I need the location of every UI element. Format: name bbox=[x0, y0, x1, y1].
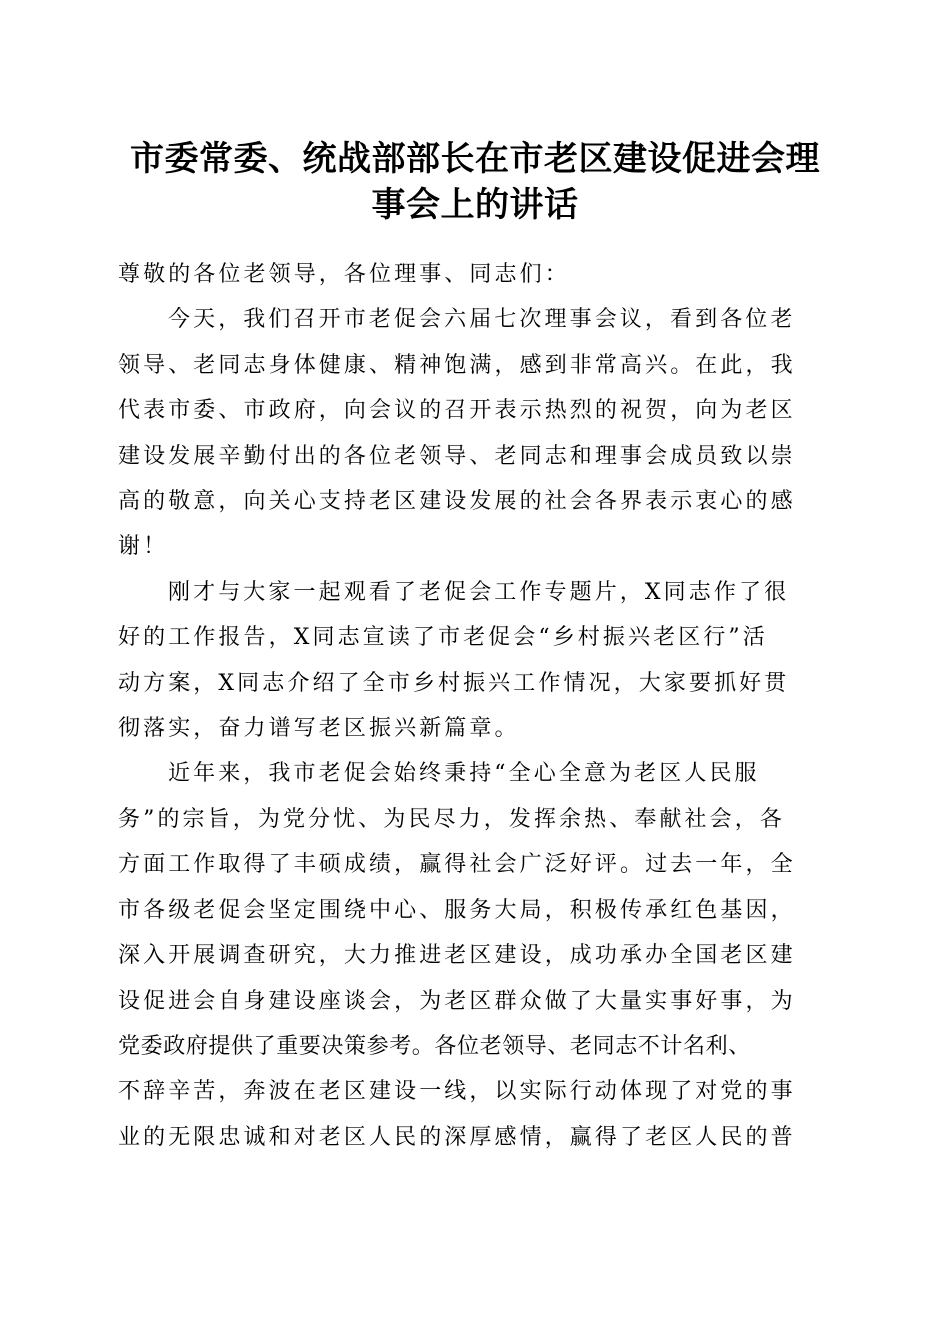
paragraph-line: 党委政府提供了重要决策参考。各位老领导、老同志不计名利、 bbox=[118, 1033, 751, 1059]
paragraph-line: 高的敬意，向关心支持老区建设发展的社会各界表示衷心的感 bbox=[118, 489, 796, 515]
paragraph-line: 方面工作取得了丰硕成绩，赢得社会广泛好评。过去一年，全 bbox=[118, 852, 796, 878]
paragraph-line: 今天，我们召开市老促会六届七次理事会议，看到各位老 bbox=[168, 307, 796, 333]
salutation: 尊敬的各位老领导，各位理事、同志们： bbox=[118, 262, 570, 287]
paragraph-line: 刚才与大家一起观看了老促会工作专题片，X同志作了很 bbox=[168, 579, 790, 605]
paragraph-line: 代表市委、市政府，向会议的召开表示热烈的祝贺，向为老区 bbox=[118, 398, 796, 424]
document-title bbox=[60, 136, 890, 228]
document-body bbox=[118, 252, 830, 1160]
paragraph-line: 深入开展调查研究，大力推进老区建设，成功承办全国老区建 bbox=[118, 943, 796, 969]
paragraph-2 bbox=[118, 570, 830, 752]
paragraph-line: 近年来，我市老促会始终秉持“全心全意为老区人民服 bbox=[168, 761, 760, 787]
paragraph-line: 建设发展辛勤付出的各位老领导、老同志和理事会成员致以崇 bbox=[118, 443, 796, 469]
paragraph-line: 设促进会自身建设座谈会，为老区群众做了大量实事好事，为 bbox=[118, 988, 796, 1014]
paragraph-3 bbox=[118, 751, 830, 1160]
paragraph-line: 市各级老促会坚定围绕中心、服务大局，积极传承红色基因， bbox=[118, 897, 796, 923]
paragraph-line: 业的无限忠诚和对老区人民的深厚感情，赢得了老区人民的普 bbox=[118, 1124, 796, 1150]
paragraph-1 bbox=[118, 297, 830, 569]
paragraph-line: 好的工作报告，X同志宣读了市老促会“乡村振兴老区行”活 bbox=[118, 625, 768, 651]
title-line-2: 事会上的讲话 bbox=[371, 185, 579, 225]
title-line-1: 市委常委、统战部部长在市老区建设促进会理 bbox=[130, 139, 820, 179]
paragraph-line: 务”的宗旨，为党分忧、为民尽力，发挥余热、奉献社会，各 bbox=[118, 806, 785, 832]
paragraph-line: 彻落实，奋力谱写老区振兴新篇章。 bbox=[118, 716, 520, 742]
paragraph-line: 不辞辛苦，奔波在老区建设一线，以实际行动体现了对党的事 bbox=[118, 1079, 796, 1105]
paragraph-line: 动方案，X同志介绍了全市乡村振兴工作情况，大家要抓好贯 bbox=[118, 670, 790, 696]
paragraph-line: 领导、老同志身体健康、精神饱满，感到非常高兴。在此，我 bbox=[118, 352, 796, 378]
paragraph-line: 谢！ bbox=[118, 534, 169, 560]
